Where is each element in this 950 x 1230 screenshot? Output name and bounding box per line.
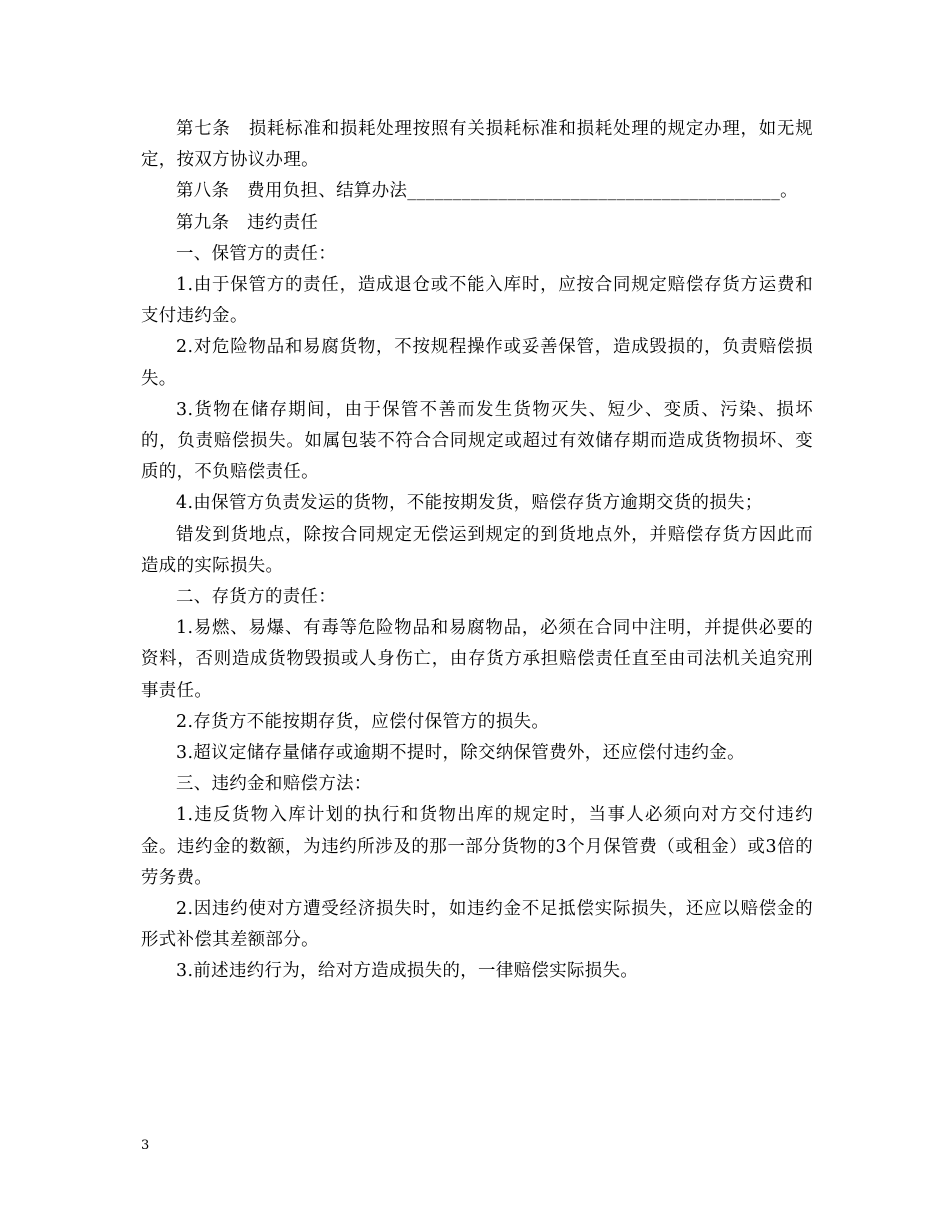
list-item: 2.因违约使对方遭受经济损失时，如违约金不足抵偿实际损失，还应以赔偿金的形式补偿其差额部分。 [141, 899, 813, 951]
paragraph-article-8: 第八条 费用负担、结算办法_________________________________________。 [176, 181, 798, 202]
list-item: 3.前述违约行为，给对方造成损失的，一律赔偿实际损失。 [176, 961, 639, 982]
list-item: 4.由保管方负责发运的货物，不能按期发货，赔偿存货方逾期交货的损失； [176, 493, 763, 514]
paragraph-article-9-heading: 第九条 违约责任 [176, 212, 319, 233]
paragraph-article-7: 第七条 损耗标准和损耗处理按照有关损耗标准和损耗处理的规定办理，如无规定，按双方协议办理。 [141, 119, 813, 171]
section-heading-custodian: 一、保管方的责任： [176, 243, 337, 264]
section-heading-penalty: 三、违约金和赔偿方法： [176, 774, 372, 795]
list-item: 2.存货方不能按期存货，应偿付保管方的损失。 [176, 711, 550, 732]
section-heading-depositor: 二、存货方的责任： [176, 587, 337, 608]
document-body [141, 114, 813, 988]
list-item: 3.超议定储存量储存或逾期不提时，除交纳保管费外，还应偿付违约金。 [176, 743, 745, 764]
list-item: 3.货物在储存期间，由于保管不善而发生货物灭失、短少、变质、污染、损坏的，负责赔偿损失。如属包装不符合合同规定或超过有效储存期而造成货物损坏、变质的，不负赔偿责任。 [141, 399, 813, 483]
page-number: 3 [141, 1138, 150, 1153]
list-item: 1.由于保管方的责任，造成退仓或不能入库时，应按合同规定赔偿存货方运费和支付违约金。 [141, 275, 813, 327]
list-item: 1.违反货物入库计划的执行和货物出库的规定时，当事人必须向对方交付违约金。违约金的数额，为违约所涉及的那一部分货物的3个月保管费（或租金）或3倍的劳务费。 [141, 805, 813, 888]
list-item: 1.易燃、易爆、有毒等危险物品和易腐物品，必须在合同中注明，并提供必要的资料，否则造成货物毁损或人身伤亡，由存货方承担赔偿责任直至由司法机关追究刑事责任。 [141, 618, 813, 701]
list-item: 2.对危险物品和易腐货物，不按规程操作或妥善保管，造成毁损的，负责赔偿损失。 [141, 337, 813, 389]
list-item: 错发到货地点，除按合同规定无偿运到规定的到货地点外，并赔偿存货方因此而造成的实际损失。 [141, 524, 813, 576]
